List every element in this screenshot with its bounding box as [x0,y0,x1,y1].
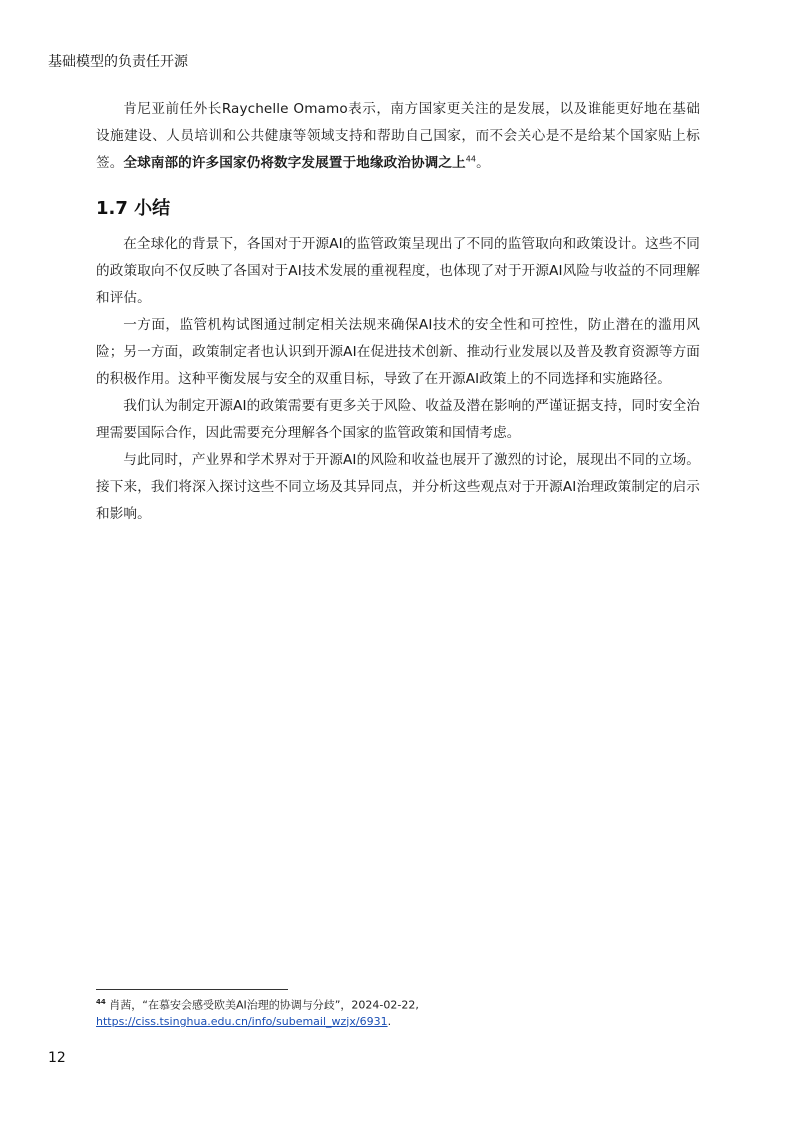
paragraph: 与此同时，产业界和学术界对于开源AI的风险和收益也展开了激烈的讨论，展现出不同的立场。接下来，我们将深入探讨这些不同立场及其异同点，并分析这些观点对于开源AI治理政策制定的启示和影响。 [96,452,700,522]
paragraph: 一方面，监管机构试图通过制定相关法规来确保AI技术的安全性和可控性，防止潜在的滥用风险；另一方面，政策制定者也认识到开源AI在促进技术创新、推动行业发展以及普及教育资源等方面的积极作用。这种平衡发展与安全的双重目标，导致了在开源AI政策上的不同选择和实施路径。 [96,317,700,387]
footnote-divider [96,989,288,990]
footnote-link-end: . [387,1014,392,1028]
page-body [96,96,700,528]
page-number: 12 [48,1050,66,1066]
paragraph: 我们认为制定开源AI的政策需要有更多关于风险、收益及潜在影响的严谨证据支持，同时安全治理需要国际合作，因此需要充分理解各个国家的监管政策和国情考虑。 [96,398,700,441]
intro-text: 肯尼亚前任外长Raychelle Omamo表示，南方国家更关注的是发展，以及谁能更好地在基础设施建设、人员培训和公共健康等领域支持和帮助自己国家，而不会关心是不是给某个国家贴上标签。 [96,101,700,171]
intro-bold-text: 全球南部的许多国家仍将数字发展置于地缘政治协调之上 [123,155,466,171]
paragraph: 在全球化的背景下，各国对于开源AI的监管政策呈现出了不同的监管取向和政策设计。这些不同的政策取向不仅反映了各国对于AI技术发展的重视程度，也体现了对于开源AI风险与收益的不同理解和评估。 [96,236,700,306]
footnote [96,994,700,1030]
intro-end: 。 [476,155,490,171]
running-header: 基础模型的负责任开源 [48,54,188,70]
footnote-link-line [96,1014,700,1030]
section-heading: 1.7 小结 [96,198,171,219]
intro-paragraph [96,96,700,177]
footnote-number: 44 [96,998,106,1006]
footnote-text: 肖茜，“在慕安会感受欧美AI治理的协调与分歧”，2024-02-22, [105,998,419,1012]
footnote-link[interactable]: https://ciss.tsinghua.edu.cn/info/subemail_wzjx/6931 [96,1014,388,1028]
footnote-reference[interactable]: 44 [465,154,477,164]
footnote-line [96,994,700,1014]
